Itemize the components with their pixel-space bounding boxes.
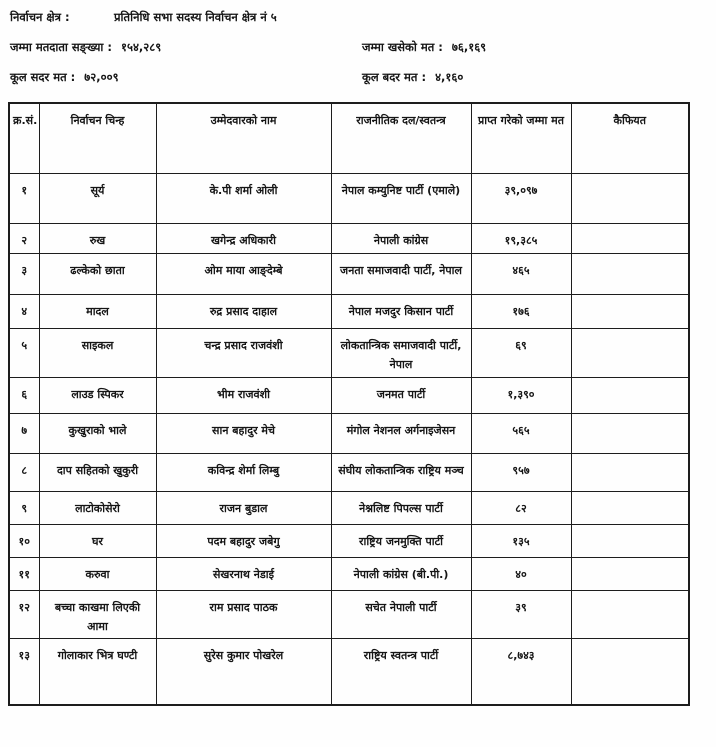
- table-row: [9, 174, 689, 224]
- symbol-cell: ढल्केको छाता: [39, 254, 156, 295]
- symbol-cell: गोलाकार भित्र घण्टी: [39, 639, 156, 705]
- total-voters-value: १५४,२८९: [120, 40, 162, 54]
- symbol-cell: सूर्य: [39, 174, 156, 224]
- party-cell: नेपाल मजदुर किसान पार्टी: [331, 295, 471, 329]
- party-cell: जनमत पार्टी: [331, 377, 471, 413]
- constituency-line: [10, 10, 716, 40]
- candidate-cell: राम प्रसाद पाठक: [156, 590, 331, 639]
- candidate-cell: खगेन्द्र अधिकारी: [156, 224, 331, 254]
- table-row: [9, 524, 689, 557]
- votes-cell: ४०: [471, 557, 571, 590]
- candidate-cell: सुरेस कुमार पोखरेल: [156, 639, 331, 705]
- votes-cell: ९५७: [471, 453, 571, 491]
- table-row: [9, 413, 689, 453]
- invalid-votes-value: ४,१६०: [435, 70, 464, 84]
- table-row: [9, 224, 689, 254]
- remarks-cell: [571, 224, 689, 254]
- votes-cell: ४६५: [471, 254, 571, 295]
- total-cast-value: ७६,१६९: [451, 40, 487, 54]
- serial-cell: ७: [9, 413, 39, 453]
- party-cell: संघीय लोकतान्त्रिक राष्ट्रिय मञ्च: [331, 453, 471, 491]
- symbol-cell: लाटोकोसेरो: [39, 491, 156, 524]
- votes-cell: ३९,०९७: [471, 174, 571, 224]
- table-row: [9, 590, 689, 639]
- serial-cell: ५: [9, 329, 39, 378]
- candidate-cell: पदम बहादुर जबेगु: [156, 524, 331, 557]
- header-votes: [471, 103, 571, 174]
- serial-cell: ३: [9, 254, 39, 295]
- table-row: [9, 329, 689, 378]
- header-symbol: [39, 103, 156, 174]
- votes-cell: ३९: [471, 590, 571, 639]
- valid-votes-label: कूल सदर मत :: [10, 70, 76, 84]
- header-party: [331, 103, 471, 174]
- remarks-cell: [571, 254, 689, 295]
- party-cell: राष्ट्रिय जनमुक्ति पार्टी: [331, 524, 471, 557]
- serial-cell: १: [9, 174, 39, 224]
- candidate-cell: कविन्द्र शेर्मा लिम्बु: [156, 453, 331, 491]
- header-candidate-label: उम्मेदवारको नाम: [210, 114, 277, 127]
- symbol-cell: कुखुराको भाले: [39, 413, 156, 453]
- constituency-value: प्रतिनिधि सभा सदस्य निर्वाचन क्षेत्र नं ५: [114, 10, 277, 24]
- total-cast-pair: [362, 40, 486, 55]
- header-party-label: राजनीतिक दल/स्वतन्त्र: [356, 114, 446, 127]
- party-cell: जनता समाजवादी पार्टी, नेपाल: [331, 254, 471, 295]
- remarks-cell: [571, 295, 689, 329]
- candidate-cell: भीम राजवंशी: [156, 377, 331, 413]
- party-cell: राष्ट्रिय स्वतन्त्र पार्टी: [331, 639, 471, 705]
- candidate-cell: ओम माया आङ्देम्बे: [156, 254, 331, 295]
- total-voters-label: जम्मा मतदाता सङ्ख्या :: [10, 40, 112, 54]
- party-cell: नेपाल कम्युनिष्ट पार्टी (एमाले): [331, 174, 471, 224]
- header-candidate: [156, 103, 331, 174]
- table-row: [9, 557, 689, 590]
- serial-cell: १३: [9, 639, 39, 705]
- serial-cell: ४: [9, 295, 39, 329]
- candidate-cell: रुद्र प्रसाद दाहाल: [156, 295, 331, 329]
- header-symbol-label: निर्वाचन चिन्ह: [70, 114, 125, 127]
- table-row: [9, 453, 689, 491]
- votes-cell: ६९: [471, 329, 571, 378]
- party-cell: मंगोल नेशनल अर्गनाइजेसन: [331, 413, 471, 453]
- candidate-cell: सेखरनाथ नेडाई: [156, 557, 331, 590]
- symbol-cell: दाप सहितको खुकुरी: [39, 453, 156, 491]
- votes-cell: १,३९०: [471, 377, 571, 413]
- remarks-cell: [571, 590, 689, 639]
- results-table: [8, 102, 690, 706]
- remarks-cell: [571, 524, 689, 557]
- serial-cell: ६: [9, 377, 39, 413]
- party-cell: लोकतान्त्रिक समाजवादी पार्टी, नेपाल: [331, 329, 471, 378]
- votes-cell: १९,३८५: [471, 224, 571, 254]
- total-voters-pair: [10, 40, 161, 55]
- serial-cell: ११: [9, 557, 39, 590]
- header-serial: [9, 103, 39, 174]
- votes-cell: १७६: [471, 295, 571, 329]
- votes-cell: ८२: [471, 491, 571, 524]
- candidate-cell: चन्द्र प्रसाद राजवंशी: [156, 329, 331, 378]
- party-cell: नेश्नलिष्ट पिपल्स पार्टी: [331, 491, 471, 524]
- remarks-cell: [571, 377, 689, 413]
- table-row: [9, 377, 689, 413]
- table-row: [9, 295, 689, 329]
- table-row: [9, 491, 689, 524]
- header-serial-label: क्र.सं.: [13, 114, 38, 127]
- symbol-cell: घर: [39, 524, 156, 557]
- candidate-cell: राजन बुडाल: [156, 491, 331, 524]
- results-table-head: [9, 103, 689, 174]
- serial-cell: ८: [9, 453, 39, 491]
- remarks-cell: [571, 491, 689, 524]
- votes-cell: ८,७४३: [471, 639, 571, 705]
- symbol-cell: रुख: [39, 224, 156, 254]
- party-cell: सचेत नेपाली पार्टी: [331, 590, 471, 639]
- table-row: [9, 254, 689, 295]
- summary-header: [0, 0, 716, 100]
- remarks-cell: [571, 557, 689, 590]
- votes-cell: ५६५: [471, 413, 571, 453]
- symbol-cell: करुवा: [39, 557, 156, 590]
- table-row: [9, 639, 689, 705]
- symbol-cell: लाउड स्पिकर: [39, 377, 156, 413]
- candidate-cell: सान बहादुर मेचे: [156, 413, 331, 453]
- symbol-cell: साइकल: [39, 329, 156, 378]
- valid-votes-value: ७२,००९: [84, 70, 119, 84]
- candidate-cell: के.पी शर्मा ओली: [156, 174, 331, 224]
- invalid-votes-label: कूल बदर मत :: [362, 70, 427, 84]
- party-cell: नेपाली कांग्रेस (बी.पी.): [331, 557, 471, 590]
- remarks-cell: [571, 453, 689, 491]
- header-row: [9, 103, 689, 174]
- serial-cell: १२: [9, 590, 39, 639]
- remarks-cell: [571, 174, 689, 224]
- valid-votes-pair: [10, 70, 119, 85]
- results-table-body: [9, 174, 689, 705]
- header-votes-label: प्राप्त गरेको जम्मा मत: [478, 114, 564, 127]
- remarks-cell: [571, 413, 689, 453]
- party-cell: नेपाली कांग्रेस: [331, 224, 471, 254]
- symbol-cell: बच्चा काखमा लिएकी आमा: [39, 590, 156, 639]
- total-cast-label: जम्मा खसेको मत :: [362, 40, 443, 54]
- remarks-cell: [571, 639, 689, 705]
- symbol-cell: मादल: [39, 295, 156, 329]
- serial-cell: ९: [9, 491, 39, 524]
- serial-cell: २: [9, 224, 39, 254]
- votes-cell: १३५: [471, 524, 571, 557]
- header-remarks-label: कैफियत: [613, 114, 646, 127]
- remarks-cell: [571, 329, 689, 378]
- votes-line: [10, 70, 716, 100]
- invalid-votes-pair: [362, 70, 463, 85]
- constituency-label: निर्वाचन क्षेत्र :: [10, 10, 70, 24]
- serial-cell: १०: [9, 524, 39, 557]
- header-remarks: [571, 103, 689, 174]
- voters-line: [10, 40, 716, 70]
